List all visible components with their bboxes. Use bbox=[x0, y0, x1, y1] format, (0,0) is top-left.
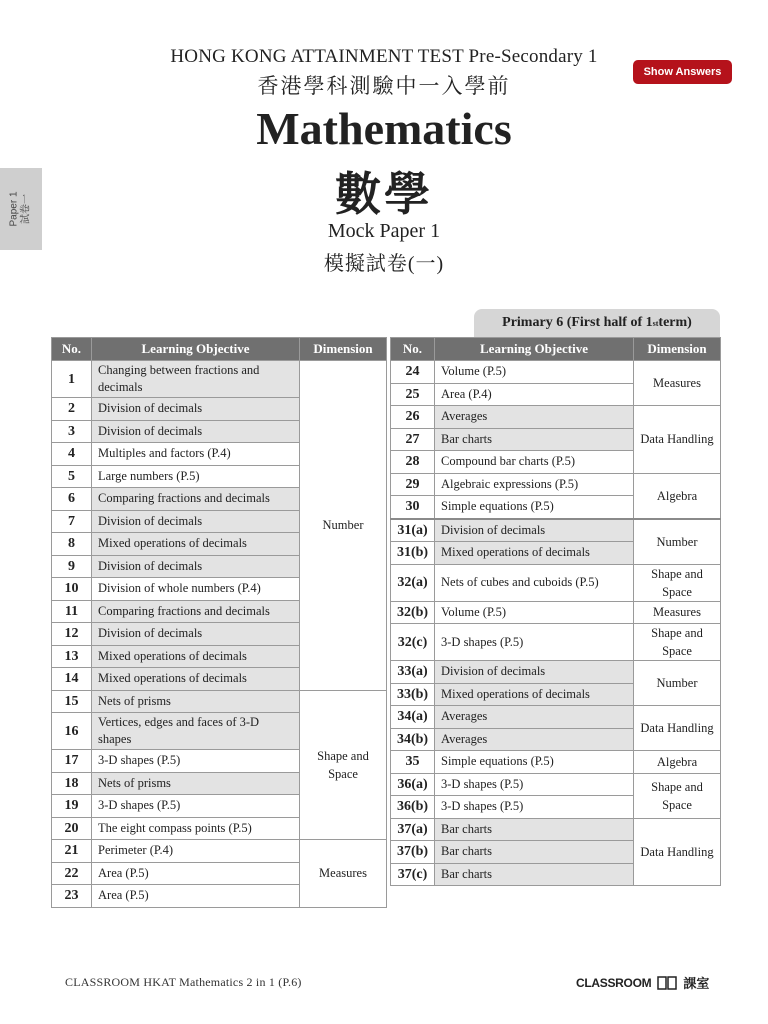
question-number: 25 bbox=[391, 383, 435, 406]
table-row bbox=[52, 361, 387, 398]
learning-objective: Vertices, edges and faces of 3-D shapes bbox=[92, 713, 300, 750]
objectives-table-left bbox=[51, 337, 387, 908]
question-number: 34(a) bbox=[391, 706, 435, 729]
learning-objective: Mixed operations of decimals bbox=[435, 683, 634, 706]
learning-objective: Averages bbox=[435, 406, 634, 429]
learning-objective: Mixed operations of decimals bbox=[435, 542, 634, 565]
question-number: 6 bbox=[52, 488, 92, 511]
learning-objective: Nets of cubes and cuboids (P.5) bbox=[435, 564, 634, 601]
learning-objective: 3-D shapes (P.5) bbox=[435, 773, 634, 796]
book-icon bbox=[657, 976, 677, 990]
paper-title-en: Mock Paper 1 bbox=[327, 220, 441, 242]
learning-objective: Division of decimals bbox=[92, 555, 300, 578]
dimension-cell: Measures bbox=[634, 361, 721, 406]
learning-objective: 3-D shapes (P.5) bbox=[92, 750, 300, 773]
dimension-cell: Data Handling bbox=[634, 706, 721, 751]
learning-objective: Mixed operations of decimals bbox=[92, 533, 300, 556]
question-number: 1 bbox=[52, 361, 92, 398]
learning-objective: Nets of prisms bbox=[92, 772, 300, 795]
table-row bbox=[391, 564, 721, 601]
question-number: 30 bbox=[391, 496, 435, 519]
question-number: 18 bbox=[52, 772, 92, 795]
question-number: 32(c) bbox=[391, 624, 435, 661]
grade-badge-tail: term) bbox=[658, 315, 692, 330]
learning-objective: Division of decimals bbox=[92, 420, 300, 443]
table-row bbox=[391, 773, 721, 796]
learning-objective: Division of decimals bbox=[92, 623, 300, 646]
question-number: 29 bbox=[391, 473, 435, 496]
question-number: 31(b) bbox=[391, 542, 435, 565]
dimension-cell: Shape and Space bbox=[634, 773, 721, 818]
dimension-cell: Number bbox=[300, 361, 387, 691]
learning-objective: Compound bar charts (P.5) bbox=[435, 451, 634, 474]
table-row bbox=[391, 519, 721, 542]
table-row bbox=[52, 690, 387, 713]
learning-objective: The eight compass points (P.5) bbox=[92, 817, 300, 840]
dimension-cell: Shape and Space bbox=[300, 690, 387, 840]
question-number: 37(a) bbox=[391, 818, 435, 841]
footer-logo bbox=[576, 973, 709, 992]
learning-objective: Division of decimals bbox=[435, 661, 634, 684]
learning-objective: 3-D shapes (P.5) bbox=[435, 624, 634, 661]
table-row bbox=[391, 361, 721, 384]
dimension-cell: Measures bbox=[300, 840, 387, 908]
learning-objective: Division of decimals bbox=[435, 519, 634, 542]
question-number: 19 bbox=[52, 795, 92, 818]
footer-logo-zh: 課室 bbox=[683, 976, 710, 991]
table-row bbox=[391, 406, 721, 429]
footer-book-title: CLASSROOM HKAT Mathematics 2 in 1 (P.6) bbox=[65, 975, 302, 989]
learning-objective: Simple equations (P.5) bbox=[435, 751, 634, 774]
question-number: 22 bbox=[52, 862, 92, 885]
question-number: 35 bbox=[391, 751, 435, 774]
question-number: 28 bbox=[391, 451, 435, 474]
grade-badge-text: Primary 6 (First half of 1 bbox=[502, 315, 653, 330]
learning-objective: Large numbers (P.5) bbox=[92, 465, 300, 488]
question-number: 36(a) bbox=[391, 773, 435, 796]
dimension-cell: Algebra bbox=[634, 473, 721, 519]
question-number: 33(a) bbox=[391, 661, 435, 684]
table-row bbox=[391, 661, 721, 684]
question-number: 23 bbox=[52, 885, 92, 908]
learning-objective: Area (P.5) bbox=[92, 862, 300, 885]
question-number: 5 bbox=[52, 465, 92, 488]
side-tab-label-en: Paper 1 bbox=[9, 191, 20, 227]
show-answers-button[interactable]: Show Answers bbox=[633, 60, 732, 84]
question-number: 14 bbox=[52, 668, 92, 691]
question-number: 26 bbox=[391, 406, 435, 429]
table-row bbox=[391, 751, 721, 774]
objectives-table-right bbox=[390, 337, 721, 886]
learning-objective: Area (P.5) bbox=[92, 885, 300, 908]
question-number: 20 bbox=[52, 817, 92, 840]
learning-objective: Comparing fractions and decimals bbox=[92, 600, 300, 623]
learning-objective: Division of whole numbers (P.4) bbox=[92, 578, 300, 601]
subject-title-en: Mathematics bbox=[256, 103, 512, 154]
learning-objective: Mixed operations of decimals bbox=[92, 645, 300, 668]
subject-title-zh: 數學 bbox=[335, 169, 433, 220]
learning-objective: Bar charts bbox=[435, 841, 634, 864]
learning-objective: Multiples and factors (P.4) bbox=[92, 443, 300, 466]
grade-badge-sup: st bbox=[652, 318, 659, 328]
question-number: 36(b) bbox=[391, 796, 435, 819]
learning-objective: Perimeter (P.4) bbox=[92, 840, 300, 863]
learning-objective: 3-D shapes (P.5) bbox=[435, 796, 634, 819]
question-number: 9 bbox=[52, 555, 92, 578]
question-number: 27 bbox=[391, 428, 435, 451]
col-header-objective: Learning Objective bbox=[92, 338, 300, 361]
question-number: 3 bbox=[52, 420, 92, 443]
table-row bbox=[391, 473, 721, 496]
learning-objective: 3-D shapes (P.5) bbox=[92, 795, 300, 818]
col-header-no: No. bbox=[52, 338, 92, 361]
dimension-cell: Shape and Space bbox=[634, 564, 721, 601]
question-number: 37(c) bbox=[391, 863, 435, 886]
question-number: 11 bbox=[52, 600, 92, 623]
learning-objective: Averages bbox=[435, 728, 634, 751]
learning-objective: Simple equations (P.5) bbox=[435, 496, 634, 519]
learning-objective: Division of decimals bbox=[92, 398, 300, 421]
question-number: 16 bbox=[52, 713, 92, 750]
dimension-cell: Shape and Space bbox=[634, 624, 721, 661]
learning-objective: Bar charts bbox=[435, 428, 634, 451]
col-header-no: No. bbox=[391, 338, 435, 361]
question-number: 7 bbox=[52, 510, 92, 533]
question-number: 12 bbox=[52, 623, 92, 646]
question-number: 13 bbox=[52, 645, 92, 668]
learning-objective: Volume (P.5) bbox=[435, 601, 634, 624]
question-number: 10 bbox=[52, 578, 92, 601]
learning-objective: Division of decimals bbox=[92, 510, 300, 533]
question-number: 24 bbox=[391, 361, 435, 384]
grade-badge bbox=[474, 309, 720, 337]
dimension-cell: Measures bbox=[634, 601, 721, 624]
header-title-zh: 香港學科測驗中一入學前 bbox=[257, 74, 511, 98]
question-number: 17 bbox=[52, 750, 92, 773]
question-number: 21 bbox=[52, 840, 92, 863]
question-number: 37(b) bbox=[391, 841, 435, 864]
dimension-cell: Data Handling bbox=[634, 406, 721, 474]
dimension-cell: Number bbox=[634, 519, 721, 565]
table-row bbox=[391, 818, 721, 841]
col-header-objective: Learning Objective bbox=[435, 338, 634, 361]
question-number: 15 bbox=[52, 690, 92, 713]
paper-title-zh: 模擬試卷(一) bbox=[323, 253, 445, 275]
learning-objective: Area (P.4) bbox=[435, 383, 634, 406]
side-tab-label-zh: 試卷一 bbox=[21, 194, 32, 224]
question-number: 34(b) bbox=[391, 728, 435, 751]
table-row bbox=[391, 706, 721, 729]
header-title-en: HONG KONG ATTAINMENT TEST Pre-Secondary 1 bbox=[170, 46, 598, 67]
learning-objective: Algebraic expressions (P.5) bbox=[435, 473, 634, 496]
question-number: 2 bbox=[52, 398, 92, 421]
paper-side-tab bbox=[0, 168, 42, 250]
col-header-dimension: Dimension bbox=[300, 338, 387, 361]
learning-objective: Volume (P.5) bbox=[435, 361, 634, 384]
footer-logo-en: CLASSROOM bbox=[576, 975, 652, 990]
learning-objective: Comparing fractions and decimals bbox=[92, 488, 300, 511]
question-number: 32(a) bbox=[391, 564, 435, 601]
question-number: 4 bbox=[52, 443, 92, 466]
table-row bbox=[52, 840, 387, 863]
learning-objective: Mixed operations of decimals bbox=[92, 668, 300, 691]
dimension-cell: Algebra bbox=[634, 751, 721, 774]
col-header-dimension: Dimension bbox=[634, 338, 721, 361]
learning-objective: Nets of prisms bbox=[92, 690, 300, 713]
learning-objective: Bar charts bbox=[435, 863, 634, 886]
question-number: 31(a) bbox=[391, 519, 435, 542]
table-row bbox=[391, 624, 721, 661]
learning-objective: Bar charts bbox=[435, 818, 634, 841]
learning-objective: Averages bbox=[435, 706, 634, 729]
learning-objective: Changing between fractions and decimals bbox=[92, 361, 300, 398]
question-number: 8 bbox=[52, 533, 92, 556]
table-row bbox=[391, 601, 721, 624]
question-number: 33(b) bbox=[391, 683, 435, 706]
dimension-cell: Data Handling bbox=[634, 818, 721, 886]
question-number: 32(b) bbox=[391, 601, 435, 624]
dimension-cell: Number bbox=[634, 661, 721, 706]
